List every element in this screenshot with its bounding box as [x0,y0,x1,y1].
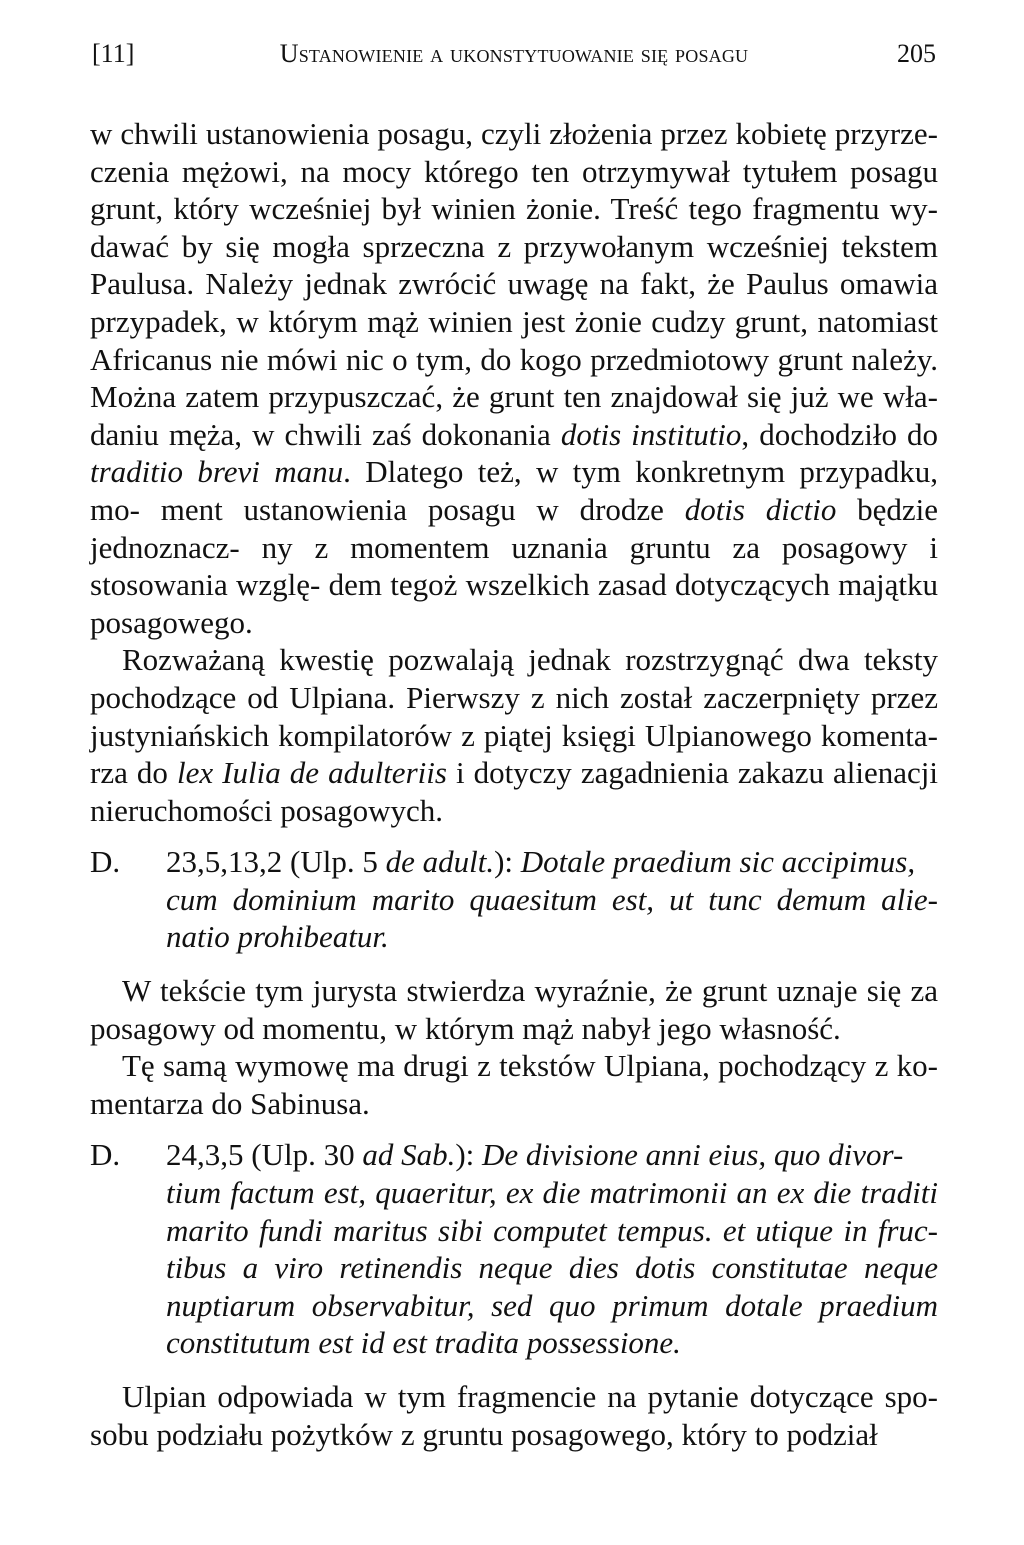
body-text [90,115,938,1453]
running-header [92,34,936,74]
quotation-d-24-3-5: D. 24,3,5 (Ulp. 30 ad Sab.): De divisione anni eius, quo divor- tium factum est, quaeritur, ex die matrimonii an ex die traditi marito fundi maritus sibi computet tempus. et utique in fruc- tibus a viro retinendis neque dies dotis constitutae neque nuptiarum observabitur, sed quo primum dotale praedium constitutum est id est tradita possessione. [90,1137,938,1361]
quote-label: D. [90,1137,121,1173]
paragraph-1: w chwili ustanowienia posagu, czyli złożenia przez kobietę przyrze- czenia mężowi, na mocy którego ten otrzymywał tytułem posagu grunt, który wcześniej był winien żonie. Treść tego fragmentu wy- dawać by się mogła sprzeczna z przywołanym wcześniej tekstem Paulusa. Należy jednak zwrócić uwagę na fakt, że Paulus omawia przypadek, w którym mąż winien jest żonie cudzy grunt, natomiast Africanus nie mówi nic o tym, do kogo przedmiotowy grunt należy. Można zatem przypuszczać, że grunt ten znajdował się już we wła- daniu męża, w chwili zaś dokonania dotis institutio, dochodziło do traditio brevi manu. Dlatego też, w tym konkretnym przypadku, mo- ment ustanowienia posagu w drodze dotis dictio będzie jednoznacz- ny z momentem uznania gruntu za posagowy i stosowania wzglę- dem tegoż wszelkich zasad dotyczących majątku posagowego. [90,116,939,640]
page-number: 205 [897,39,936,68]
term-traditio-brevi-manu: traditio brevi manu [90,454,344,490]
paragraph-4: Tę samą wymowę ma drugi z tekstów Ulpiana, pochodzący z ko- mentarza do Sabinusa. [90,1048,938,1121]
running-title: Ustanowienie a ukonstytuowanie się posagu [279,39,749,68]
paragraph-2: Rozważaną kwestię pozwalają jednak rozstrzygnąć dwa teksty pochodzące od Ulpiana. Pierwszy z nich został zaczerpnięty przez justyniańskich kompilatorów z piątej księgi Ulpianowego komenta- rza do lex Iulia de adulteriis i dotyczy zagadnienia zakazu alienacji nieruchomości posagowych. [90,642,939,828]
quotation-d-23-5-13-2: D. 23,5,13,2 (Ulp. 5 de adult.): Dotale praedium sic accipimus, cum dominium marito quaesitum est, ut tunc demum alie- natio prohibeatur. [90,844,938,955]
section-number: [11] [92,39,135,68]
quote-label: D. [90,844,121,880]
term-dotis-dictio: dotis dictio [684,491,837,527]
term-lex-iulia: lex Iulia de adulteriis [176,755,447,791]
term-dotis-institutio: dotis institutio [560,416,742,452]
paragraph-5: Ulpian odpowiada w tym fragmencie na pytanie dotyczące spo- sobu podziału pożytków z gruntu posagowego, który to podział [90,1379,938,1452]
paragraph-3: W tekście tym jurysta stwierdza wyraźnie, że grunt uznaje się za posagowy od momentu, w którym mąż nabył jego własność. [90,973,938,1046]
